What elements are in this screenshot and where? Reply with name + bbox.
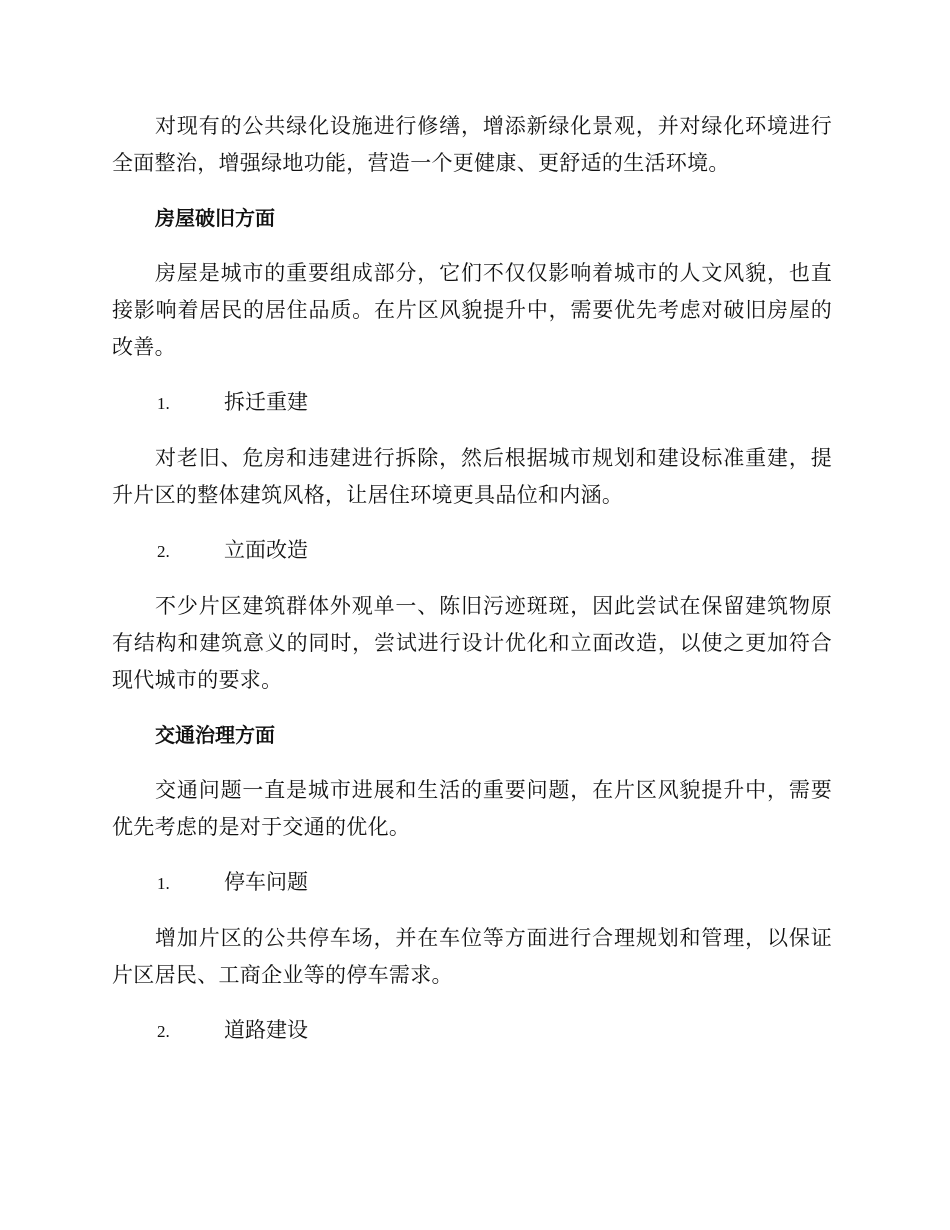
- list-number: 2.: [157, 1022, 170, 1041]
- list-number: 2.: [157, 542, 170, 561]
- list-number: 1.: [157, 874, 170, 893]
- heading-traffic: 交通治理方面: [155, 723, 275, 747]
- paragraph-housing-intro: 房屋是城市的重要组成部分，它们不仅仅影响着城市的人文风貌，也直接影响着居民的居住品质。在片区风貌提升中，需要优先考虑对破旧房屋的改善。: [112, 261, 832, 359]
- list-item-parking: [112, 864, 832, 902]
- list-label: 拆迁重建: [224, 390, 308, 414]
- document-body: [112, 108, 832, 1068]
- list-label: 道路建设: [224, 1018, 308, 1042]
- paragraph-greening: 对现有的公共绿化设施进行修缮，增添新绿化景观，并对绿化环境进行全面整治，增强绿地功能，营造一个更健康、更舒适的生活环境。: [112, 114, 832, 175]
- list-item-facade: [112, 532, 832, 570]
- paragraph-facade: 不少片区建筑群体外观单一、陈旧污迹斑斑，因此尝试在保留建筑物原有结构和建筑意义的同时，尝试进行设计优化和立面改造，以使之更加符合现代城市的要求。: [112, 594, 832, 692]
- paragraph-parking: 增加片区的公共停车场，并在车位等方面进行合理规划和管理，以保证片区居民、工商企业等的停车需求。: [112, 926, 832, 987]
- heading-housing: 房屋破旧方面: [155, 206, 275, 230]
- list-number: 1.: [157, 394, 170, 413]
- paragraph-traffic-intro: 交通问题一直是城市进展和生活的重要问题，在片区风貌提升中，需要优先考虑的是对于交通的优化。: [112, 778, 832, 839]
- list-label: 停车问题: [224, 870, 308, 894]
- list-item-demolition: [112, 384, 832, 422]
- paragraph-demolition: 对老旧、危房和违建进行拆除，然后根据城市规划和建设标准重建，提升片区的整体建筑风格，让居住环境更具品位和内涵。: [112, 446, 832, 507]
- list-label: 立面改造: [224, 538, 308, 562]
- list-item-roads: [112, 1012, 832, 1050]
